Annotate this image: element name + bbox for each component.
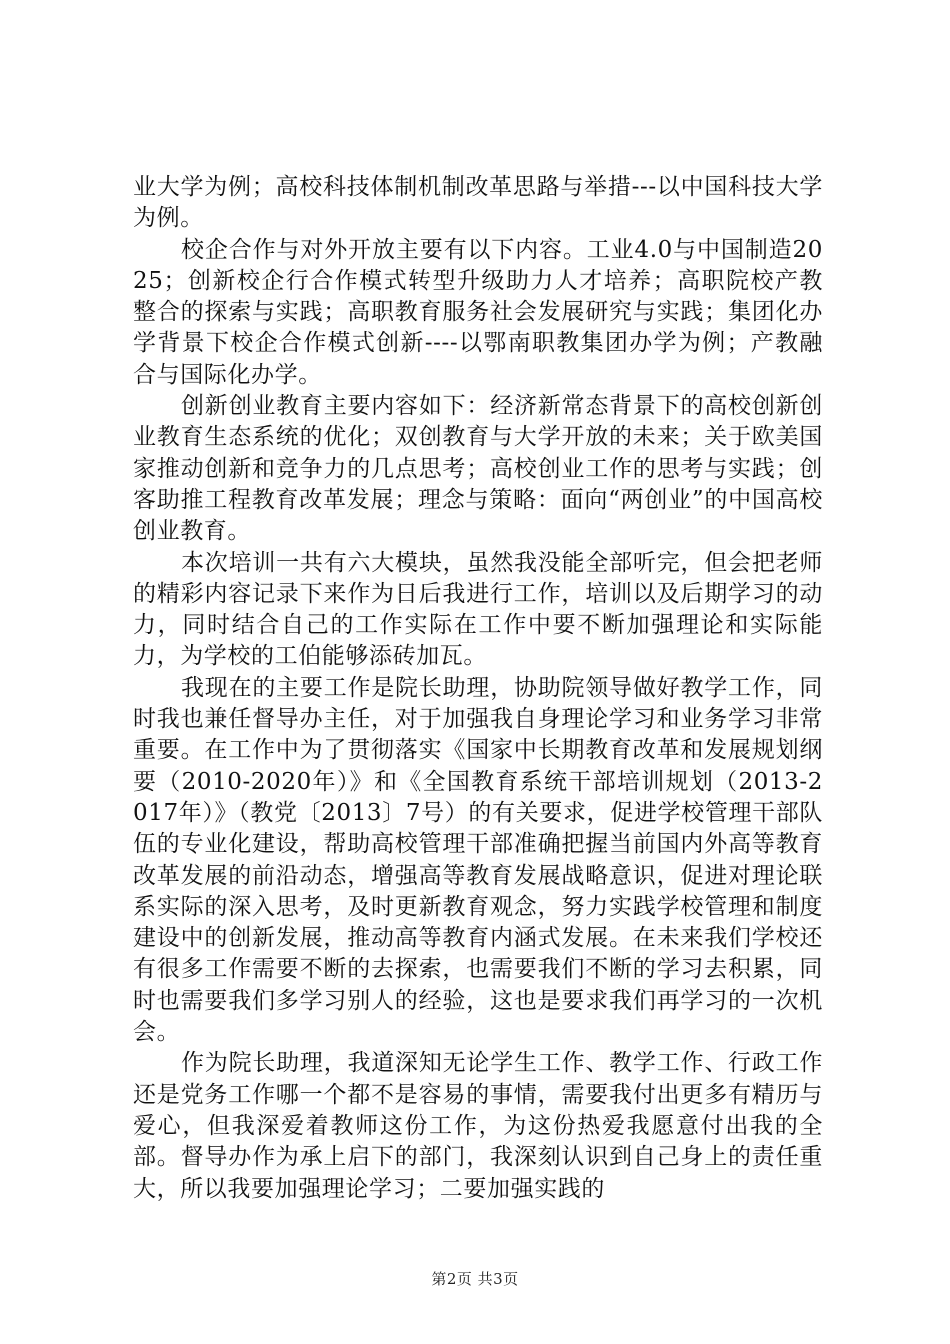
paragraph-training-modules: 本次培训一共有六大模块，虽然我没能全部听完，但会把老师的精彩内容记录下来作为日后我进行工作，培训以及后期学习的动力，同时结合自己的工作实际在工作中要不断加强理论和实际能力，为学校的工伯能够添砖加瓦。	[133, 549, 823, 670]
paragraph-school-enterprise-cooperation: 校企合作与对外开放主要有以下内容。工业4.0与中国制造2025；创新校企行合作模式转型升级助力人才培养；高职院校产教整合的探索与实践；高职教育服务社会发展研究与实践；集团化办学背景下校企合作模式创新----以鄂南职教集团办学为例；产教融合与国际化办学。	[133, 236, 823, 388]
paragraph-current-work: 我现在的主要工作是院长助理，协助院领导做好教学工作，同时我也兼任督导办主任，对于加强我自身理论学习和业务学习非常重要。在工作中为了贯彻落实《国家中长期教育改革和发展规划纲要（2010-2020年）》和《全国教育系统干部培训规划（2013-2017年）》（教党〔2013〕7号）的有关要求，促进学校管理干部队伍的专业化建设，帮助高校管理干部准确把握当前国内外高等教育改革发展的前沿动态，增强高等教育发展战略意识，促进对理论联系实际的深入思考，及时更新教育观念，努力实践学校管理和制度建设中的创新发展，推动高等教育内涵式发展。在未来我们学校还有很多工作需要不断的去探索，也需要我们不断的学习去积累，同时也需要我们多学习别人的经验，这也是要求我们再学习的一次机会。	[133, 674, 823, 1046]
page-number-footer: 第2页 共3页	[431, 1270, 519, 1288]
paragraph-innovation-entrepreneurship: 创新创业教育主要内容如下：经济新常态背景下的高校创新创业教育生态系统的优化；双创教育与大学开放的未来；关于欧美国家推动创新和竞争力的几点思考；高校创业工作的思考与实践；创客助推工程教育改革发展；理念与策略：面向“两创业”的中国高校创业教育。	[133, 393, 823, 545]
document-body	[133, 172, 823, 1205]
paragraph-continuation: 业大学为例；高校科技体制机制改革思路与举措---以中国科技大学为例。	[133, 174, 823, 232]
paragraph-assistant-role: 作为院长助理，我道深知无论学生工作、教学工作、行政工作还是党务工作哪一个都不是容易的事情，需要我付出更多有精历与爱心，但我深爱着教师这份工作，为这份热爱我愿意付出我的全部。督导办作为承上启下的部门，我深刻认识到自己身上的责任重大，所以我要加强理论学习；二要加强实践的	[133, 1050, 823, 1202]
